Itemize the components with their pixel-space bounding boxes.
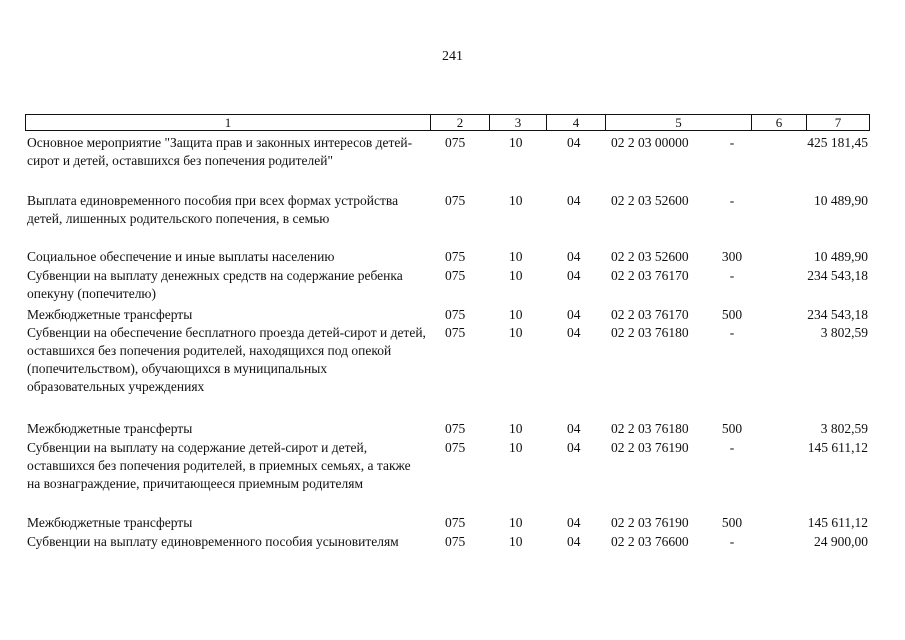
row-col-2: 075: [445, 534, 466, 549]
row-col-4: 04: [567, 515, 581, 530]
row-col-6: 500: [721, 421, 743, 436]
row-col-6: -: [729, 440, 735, 455]
header-col-2: 2: [430, 115, 489, 130]
row-description: Субвенции на выплату на содержание детей-сирот и детей, оставшихся без попечения родителей, в приемных семьях, а также на вознаграждение, причитающееся приемным родителям: [27, 440, 411, 491]
header-col-5: 5: [605, 115, 751, 130]
row-col-5: 02 2 03 52600: [611, 193, 689, 208]
row-col-2: 075: [445, 421, 466, 436]
row-col-4: 04: [567, 135, 581, 150]
row-col-7: 24 900,00: [814, 534, 868, 549]
row-col-3: 10: [509, 440, 523, 455]
table-header: [25, 114, 870, 131]
row-col-4: 04: [567, 421, 581, 436]
row-col-3: 10: [509, 534, 523, 549]
header-col-1: 1: [224, 115, 232, 130]
row-col-4: 04: [567, 440, 581, 455]
row-col-6: -: [729, 268, 735, 283]
row-col-2: 075: [445, 440, 466, 455]
row-col-7: 234 543,18: [807, 268, 868, 283]
row-col-5: 02 2 03 00000: [611, 135, 689, 150]
row-col-6: -: [729, 534, 735, 549]
row-col-2: 075: [445, 307, 466, 322]
row-col-6: 500: [721, 515, 743, 530]
row-col-4: 04: [567, 325, 581, 340]
row-description: Социальное обеспечение и иные выплаты населению: [27, 249, 335, 264]
header-col-3: 3: [489, 115, 546, 130]
row-col-6: -: [729, 325, 735, 340]
row-col-3: 10: [509, 268, 523, 283]
row-col-3: 10: [509, 307, 523, 322]
row-col-7: 3 802,59: [820, 421, 868, 436]
row-col-3: 10: [509, 135, 523, 150]
row-description: Субвенции на выплату денежных средств на содержание ребенка опекуну (попечителю): [27, 268, 403, 301]
row-description: Межбюджетные трансферты: [27, 307, 193, 322]
row-description: Межбюджетные трансферты: [27, 421, 193, 436]
header-col-4: 4: [546, 115, 605, 130]
row-col-7: 234 543,18: [807, 307, 868, 322]
page-number: 241: [442, 49, 463, 64]
row-col-2: 075: [445, 268, 466, 283]
row-col-4: 04: [567, 307, 581, 322]
header-col-6: 6: [751, 115, 806, 130]
row-col-4: 04: [567, 534, 581, 549]
row-col-2: 075: [445, 325, 466, 340]
row-description: Выплата единовременного пособия при всех формах устройства детей, лишенных родительского попечения, в семью: [27, 193, 399, 226]
row-col-7: 3 802,59: [820, 325, 868, 340]
row-col-7: 145 611,12: [807, 440, 868, 455]
row-col-5: 02 2 03 76170: [611, 268, 689, 283]
row-col-4: 04: [567, 268, 581, 283]
row-col-7: 10 489,90: [814, 193, 868, 208]
row-col-5: 02 2 03 76600: [611, 534, 689, 549]
row-col-5: 02 2 03 76180: [611, 325, 689, 340]
row-col-7: 10 489,90: [814, 249, 868, 264]
row-col-5: 02 2 03 76170: [611, 307, 689, 322]
row-col-5: 02 2 03 52600: [611, 249, 689, 264]
row-col-3: 10: [509, 193, 523, 208]
row-col-2: 075: [445, 193, 466, 208]
row-col-3: 10: [509, 325, 523, 340]
row-col-5: 02 2 03 76190: [611, 440, 689, 455]
row-col-7: 425 181,45: [807, 135, 868, 150]
row-col-2: 075: [445, 515, 466, 530]
row-col-3: 10: [509, 421, 523, 436]
row-description: Основное мероприятие "Защита прав и законных интересов детей-сирот и детей, оставшихся без попечения родителей": [27, 135, 413, 168]
row-col-6: -: [729, 193, 735, 208]
row-col-6: -: [729, 135, 735, 150]
row-col-2: 075: [445, 135, 466, 150]
row-description: Межбюджетные трансферты: [27, 515, 193, 530]
row-col-6: 300: [721, 249, 743, 264]
row-description: Субвенции на обеспечение бесплатного проезда детей-сирот и детей, оставшихся без попечения родителей, находящихся под опекой (попечительством), обучающихся в муниципальных образовательных учреждениях: [27, 325, 426, 394]
header-col-7: 7: [806, 115, 869, 130]
row-col-5: 02 2 03 76190: [611, 515, 689, 530]
row-col-2: 075: [445, 249, 466, 264]
row-col-6: 500: [721, 307, 743, 322]
row-col-4: 04: [567, 249, 581, 264]
row-col-4: 04: [567, 193, 581, 208]
row-col-7: 145 611,12: [807, 515, 868, 530]
row-col-3: 10: [509, 249, 523, 264]
row-col-3: 10: [509, 515, 523, 530]
row-description: Субвенции на выплату единовременного пособия усыновителям: [27, 534, 399, 549]
row-col-5: 02 2 03 76180: [611, 421, 689, 436]
